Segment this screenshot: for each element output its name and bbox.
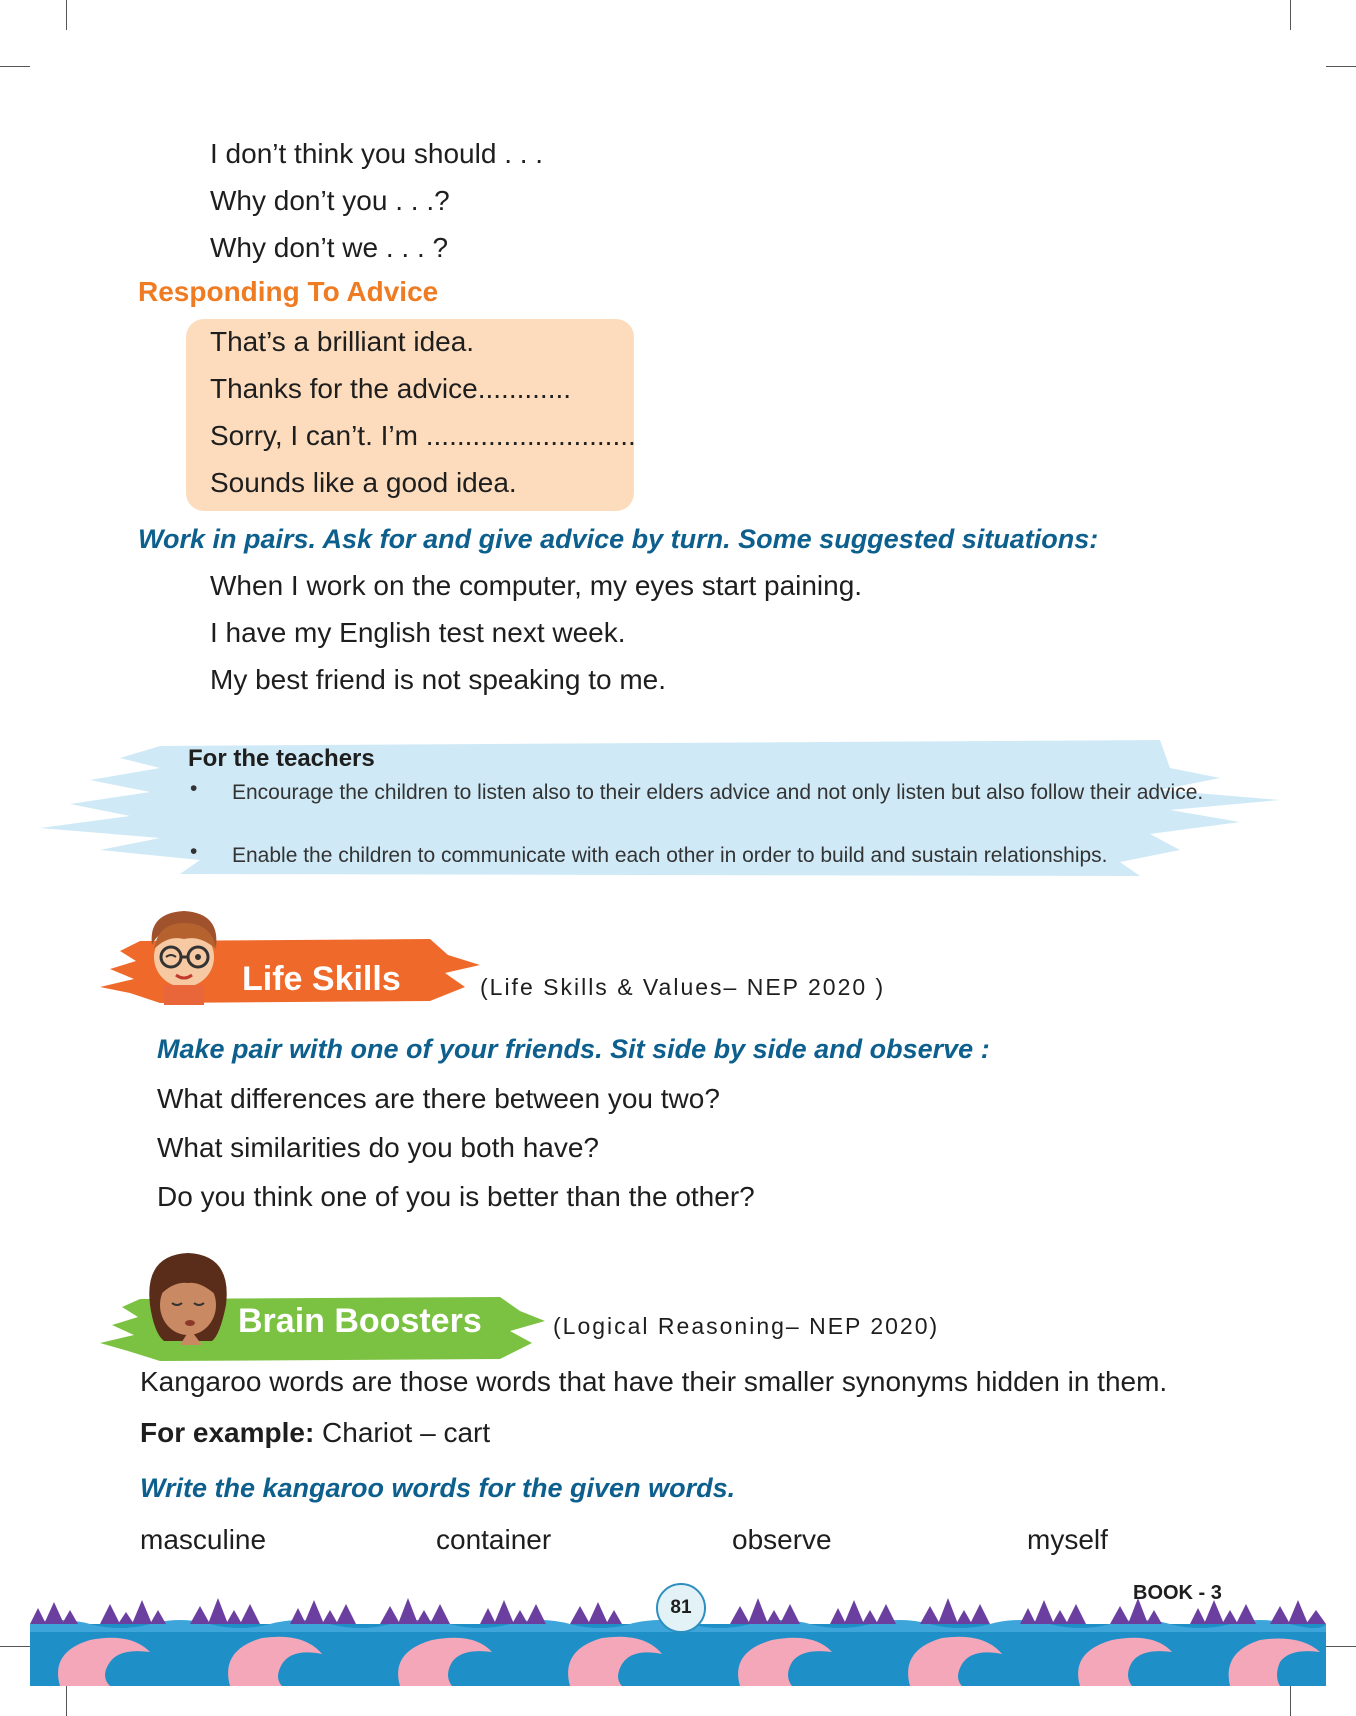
- example-label: For example:: [140, 1417, 315, 1448]
- situation: When I work on the computer, my eyes start paining.: [210, 570, 863, 601]
- book-label: BOOK - 3: [1133, 1582, 1222, 1604]
- life-skills-banner-title: Life Skills: [242, 960, 401, 998]
- teachers-note-bullet: Encourage the children to listen also to their elders advice and not only listen but also follow their advice.: [232, 781, 1204, 804]
- response-phrase: Sorry, I can’t. I’m ...........................: [210, 420, 636, 451]
- bullet-dot: •: [190, 840, 198, 863]
- boy-avatar-icon: [138, 905, 230, 1005]
- teachers-note-title: For the teachers: [188, 745, 375, 772]
- response-phrase: Thanks for the advice............: [210, 373, 572, 404]
- life-skills-question: Do you think one of you is better than the other?: [157, 1181, 755, 1212]
- crop-mark: [1290, 1686, 1291, 1716]
- life-skills-tag: (Life Skills & Values– NEP 2020 ): [480, 974, 886, 1000]
- brain-boosters-tag: (Logical Reasoning– NEP 2020): [553, 1313, 940, 1339]
- brain-boosters-banner-title: Brain Boosters: [238, 1302, 482, 1340]
- kangaroo-word: observe: [732, 1524, 832, 1555]
- responding-heading: Responding To Advice: [138, 276, 439, 307]
- response-phrase: Sounds like a good idea.: [210, 467, 517, 498]
- bullet-dot: •: [190, 777, 198, 800]
- crop-mark: [66, 0, 67, 30]
- kangaroo-word: container: [436, 1524, 552, 1555]
- advice-phrase: I don’t think you should . . .: [210, 138, 544, 169]
- life-skills-instruction: Make pair with one of your friends. Sit side by side and observe :: [157, 1034, 990, 1064]
- advice-phrase: Why don’t we . . . ?: [210, 232, 449, 263]
- advice-phrase: Why don’t you . . .?: [210, 185, 450, 216]
- situation: I have my English test next week.: [210, 617, 626, 648]
- kangaroo-word: myself: [1027, 1524, 1108, 1555]
- girl-avatar-icon: [140, 1245, 236, 1355]
- kangaroo-instruction: Write the kangaroo words for the given words.: [140, 1473, 736, 1503]
- situation: My best friend is not speaking to me.: [210, 664, 666, 695]
- kangaroo-word: masculine: [140, 1524, 267, 1555]
- page-number-badge: 81: [656, 1583, 706, 1633]
- crop-mark: [1290, 0, 1291, 30]
- life-skills-question: What similarities do you both have?: [157, 1132, 599, 1163]
- example-line: [140, 1417, 490, 1449]
- crop-mark: [0, 1646, 30, 1647]
- teachers-note-bullet: Enable the children to communicate with each other in order to build and sustain relationships.: [232, 844, 1108, 867]
- response-phrase: That’s a brilliant idea.: [210, 326, 475, 357]
- life-skills-question: What differences are there between you two?: [157, 1083, 720, 1114]
- crop-mark: [1326, 66, 1356, 67]
- crop-mark: [66, 1686, 67, 1716]
- kangaroo-intro: Kangaroo words are those words that have their smaller synonyms hidden in them.: [140, 1366, 1168, 1397]
- crop-mark: [0, 66, 30, 67]
- example-text: Chariot – cart: [314, 1417, 491, 1448]
- pair-work-instruction: Work in pairs. Ask for and give advice by turn. Some suggested situations:: [138, 524, 1099, 554]
- crop-mark: [1326, 1646, 1356, 1647]
